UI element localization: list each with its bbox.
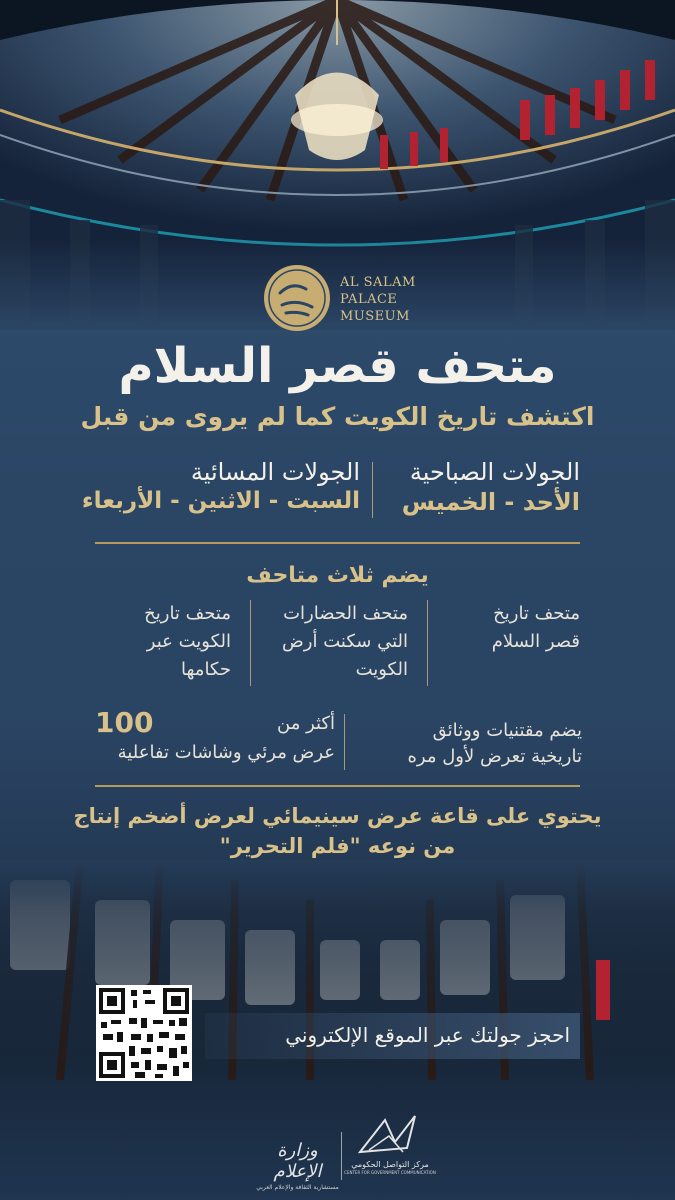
museum-item-3-line-2: الكويت عبر [146, 631, 231, 652]
cinema-line-1: يحتوي على قاعة عرض سينيمائي لعرض أضخم إنتاج [73, 804, 602, 828]
stats-number: 100 [95, 706, 154, 739]
logo-wordmark [340, 274, 430, 325]
stats-more-than: أكثر من [277, 713, 335, 734]
artifacts-line-2: تاريخية تعرض لأول مره [407, 746, 582, 767]
museum-item-1 [440, 600, 580, 656]
government-center-name-en: CENTER FOR GOVERNMENT COMMUNICATION [344, 1170, 436, 1175]
museum-item-2-line-3: الكويت [355, 659, 408, 680]
evening-tours-days: السبت - الاثنين - الأربعاء [81, 488, 360, 514]
stats-divider [344, 714, 345, 770]
museum-logo-icon [262, 263, 332, 333]
museum-item-2-line-2: التي سكنت أرض [282, 631, 408, 652]
evening-tours-label: الجولات المسائية [190, 458, 360, 486]
ministry-subtitle: مستشارية الثقافة والإعلام العربي [256, 1184, 339, 1191]
museum-item-3-line-3: حكامها [181, 659, 231, 680]
artifacts-line-1: يضم مقتنيات ووثائق [432, 720, 582, 741]
section-divider-2 [95, 785, 580, 787]
ministry-logo [255, 1140, 340, 1191]
qr-code[interactable] [96, 985, 192, 1081]
qr-code-icon [99, 988, 189, 1078]
museum-item-1-line-2: قصر السلام [491, 631, 580, 652]
museum-item-3 [95, 600, 231, 684]
government-center-logo-icon [355, 1112, 425, 1160]
museum-item-1-line-1: متحف تاريخ [493, 603, 580, 624]
page-title: متحف قصر السلام [118, 338, 557, 394]
logo-line-3: MUSEUM [340, 309, 410, 324]
museums-divider-1 [427, 600, 428, 686]
morning-tours-label: الجولات الصباحية [409, 458, 580, 486]
stats-screens: عرض مرئي وشاشات تفاعلية [117, 742, 335, 763]
logo-line-2: PALACE [340, 292, 398, 307]
museums-heading: يضم ثلاث متاحف [246, 563, 429, 588]
museum-item-2 [268, 600, 408, 684]
cinema-line-2: من نوعه "فلم التحرير" [219, 834, 456, 858]
tours-divider [372, 462, 373, 518]
museum-item-2-line-1: متحف الحضارات [283, 603, 408, 624]
artifacts-text [350, 718, 582, 770]
section-divider-1 [95, 542, 580, 544]
ministry-name: وزارة الإعلام [273, 1140, 322, 1182]
museums-divider-2 [250, 600, 251, 686]
government-center-text [340, 1160, 440, 1175]
logo-line-1: AL SALAM [340, 275, 416, 290]
government-center-name: مركز التواصل الحكومي [351, 1160, 429, 1169]
dome-background [0, 0, 675, 330]
booking-banner[interactable] [205, 1013, 580, 1059]
museum-item-3-line-1: متحف تاريخ [144, 603, 231, 624]
morning-tours-days: الأحد - الخميس [401, 488, 580, 516]
booking-text[interactable]: احجز جولتك عبر الموقع الإلكتروني [285, 1023, 570, 1047]
subtitle: اكتشف تاريخ الكويت كما لم يروى من قبل [80, 402, 595, 431]
